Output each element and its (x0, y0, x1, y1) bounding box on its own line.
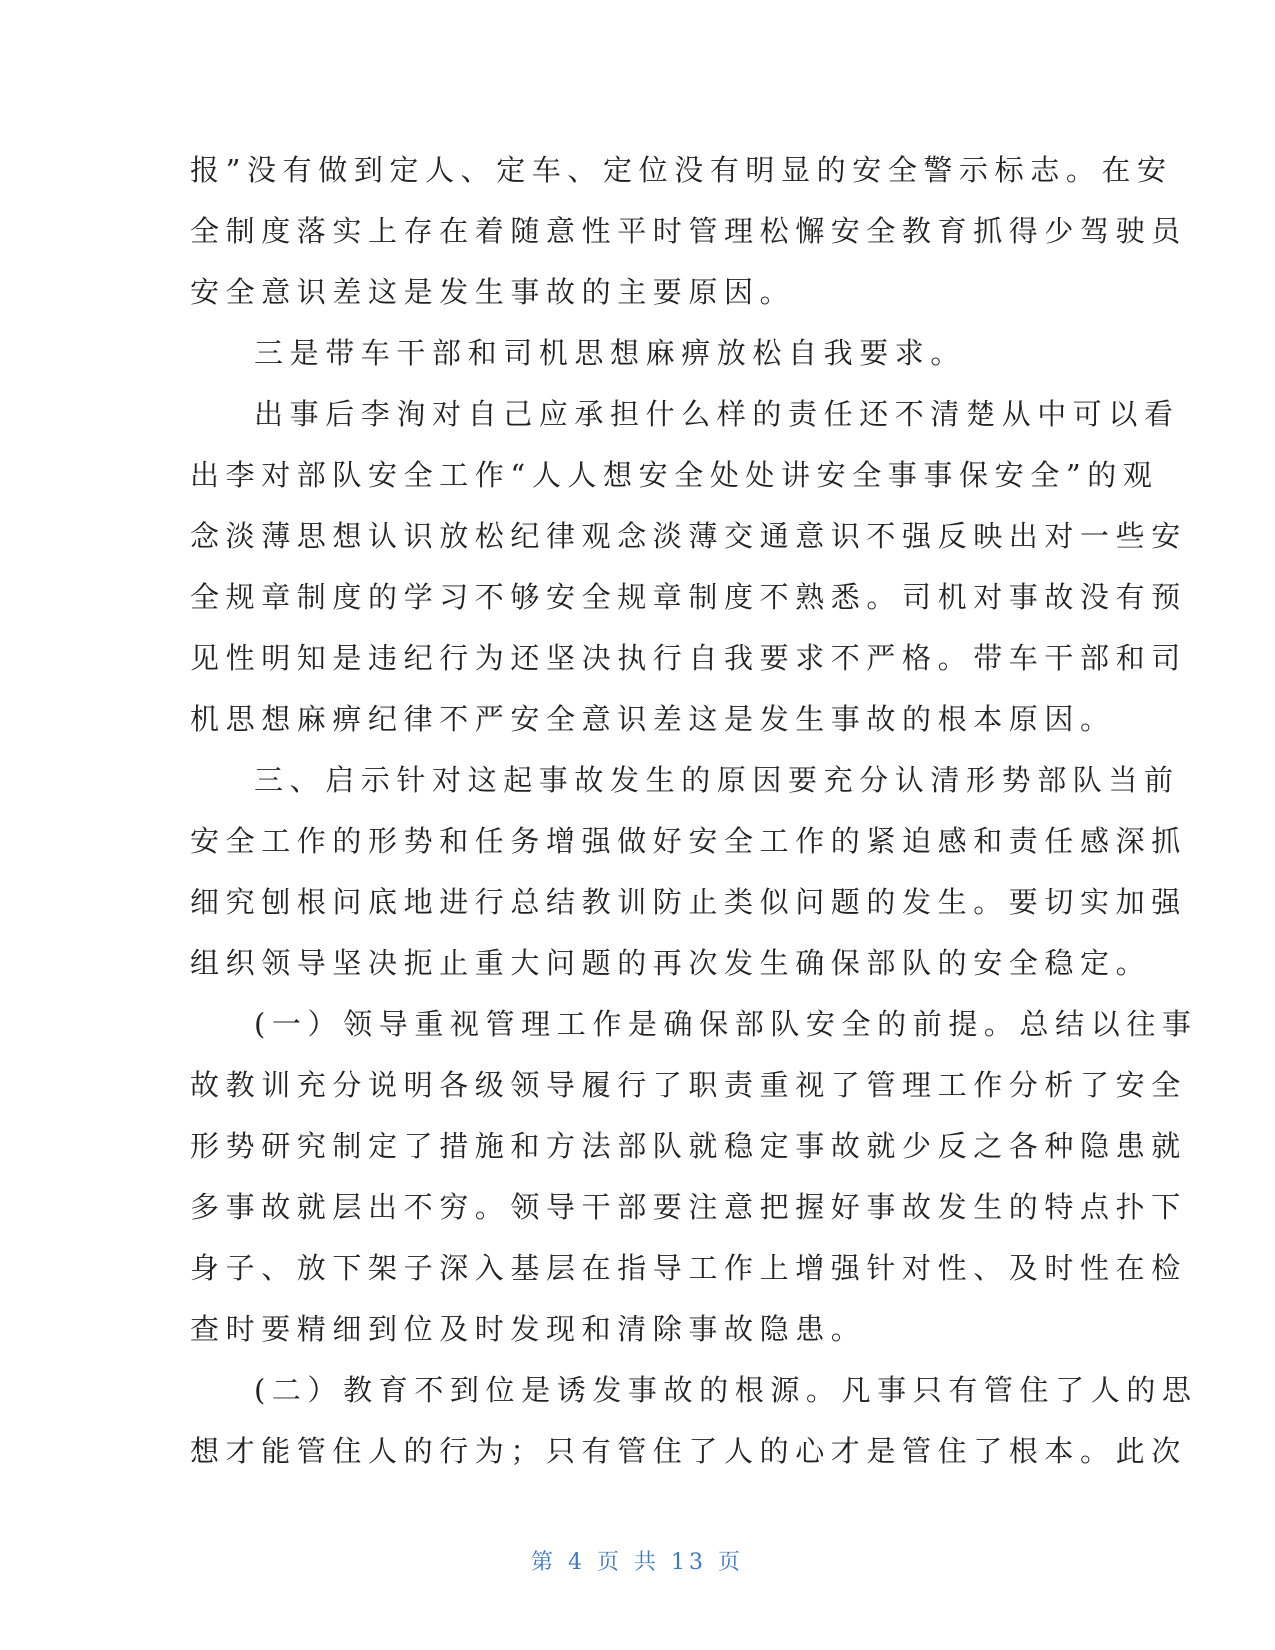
paragraph-start-line: 出事后李洵对自己应承担什么样的责任还不清楚从中可以看 (254, 397, 1180, 431)
page-footer (0, 1545, 1275, 1576)
text-line: 查时要精细到位及时发现和清除事故隐患。 (190, 1312, 867, 1346)
text-line: 多事故就层出不穷。领导干部要注意把握好事故发生的特点扑下 (190, 1190, 1187, 1224)
text-line: 见性明知是违纪行为还坚决执行自我要求不严格。带车干部和司 (190, 641, 1187, 675)
text-line: 形势研究制定了措施和方法部队就稳定事故就少反之各种隐患就 (190, 1129, 1187, 1163)
document-body (190, 140, 1198, 1482)
text-line: 身子、放下架子深入基层在指导工作上增强针对性、及时性在检 (190, 1251, 1187, 1285)
paragraph-start-line: 三是带车干部和司机思想麻痹放松自我要求。 (254, 336, 967, 370)
text-line: 机思想麻痹纪律不严安全意识差这是发生事故的根本原因。 (190, 702, 1116, 736)
text-line: 故教训充分说明各级领导履行了职责重视了管理工作分析了安全 (190, 1068, 1187, 1102)
text-line: 全制度落实上存在着随意性平时管理松懈安全教育抓得少驾驶员 (190, 214, 1187, 248)
text-line: 出李对部队安全工作“人人想安全处处讲安全事事保安全”的观 (190, 458, 1159, 492)
paragraph-start-line: (一）领导重视管理工作是确保部队安全的前提。总结以往事 (254, 1007, 1198, 1041)
text-line: 组织领导坚决扼止重大问题的再次发生确保部队的安全稳定。 (190, 946, 1152, 980)
text-line: 安全工作的形势和任务增强做好安全工作的紧迫感和责任感深抓 (190, 824, 1187, 858)
text-line: 安全意识差这是发生事故的主要原因。 (190, 275, 796, 309)
text-line: 全规章制度的学习不够安全规章制度不熟悉。司机对事故没有预 (190, 580, 1187, 614)
paragraph-start-line: (二）教育不到位是诱发事故的根源。凡事只有管住了人的思 (254, 1373, 1198, 1407)
page-number-label: 第 4 页 共 13 页 (531, 1550, 744, 1575)
text-line: 念淡薄思想认识放松纪律观念淡薄交通意识不强反映出对一些安 (190, 519, 1187, 553)
paragraph-start-line: 三、启示针对这起事故发生的原因要充分认清形势部队当前 (254, 763, 1180, 797)
text-line: 报”没有做到定人、定车、定位没有明显的安全警示标志。在安 (190, 153, 1173, 187)
text-line: 细究刨根问底地进行总结教训防止类似问题的发生。要切实加强 (190, 885, 1187, 919)
text-line: 想才能管住人的行为；只有管住了人的心才是管住了根本。此次 (190, 1434, 1187, 1468)
